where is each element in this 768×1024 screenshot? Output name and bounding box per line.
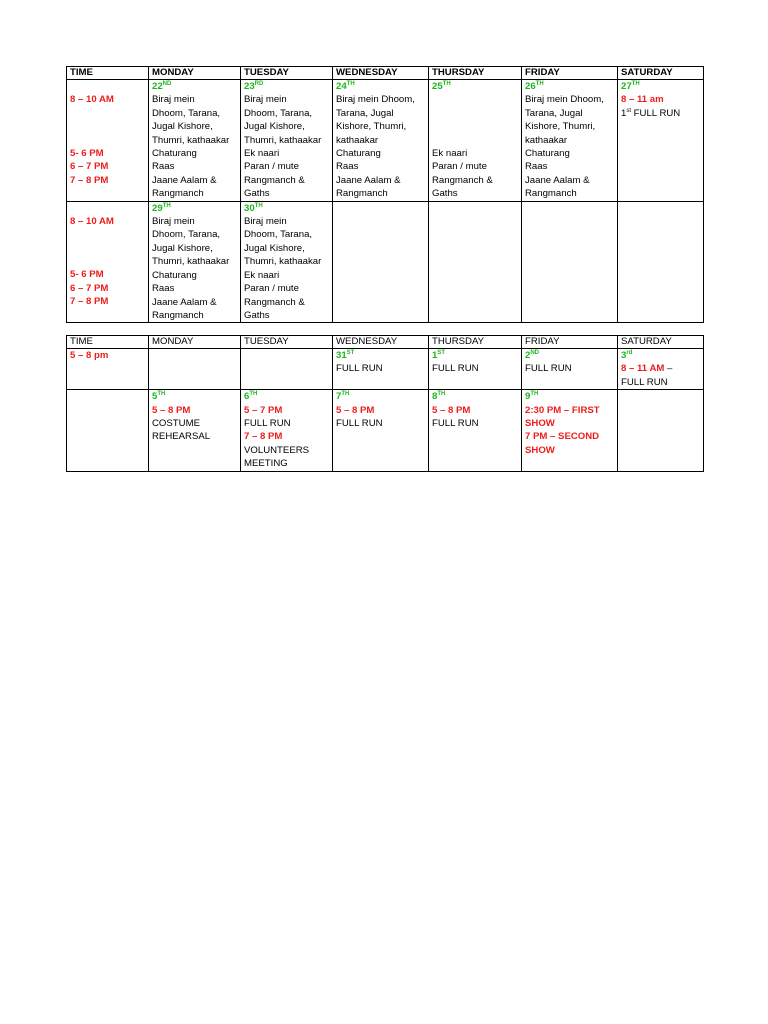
- time-cell: [67, 390, 149, 471]
- date-label: 26TH: [525, 80, 544, 92]
- activity-line: Raas: [525, 161, 548, 173]
- activity-line: Rangmanch &: [432, 174, 493, 186]
- activity-line: Biraj mein: [152, 216, 195, 228]
- day-cell-friday: [522, 201, 618, 323]
- day-cell-saturday: [618, 349, 704, 390]
- activity-line: Biraj mein: [244, 94, 287, 106]
- show-time: 2:30 PM – FIRST: [525, 404, 600, 416]
- day-cell-tuesday: [241, 201, 333, 323]
- activity-line: Biraj mein Dhoom,: [336, 94, 415, 106]
- week-row: [67, 390, 704, 471]
- rehearsal-schedule-table-1: [66, 66, 704, 323]
- activity-line: kathaakar: [525, 134, 568, 146]
- day-cell-monday: [149, 201, 241, 323]
- day-cell-monday: [149, 349, 241, 390]
- activity-line: kathaakar: [336, 134, 379, 146]
- rehearsal-schedule-table-2: [66, 335, 704, 472]
- activity-line: FULL RUN: [336, 363, 383, 375]
- activity-line: Dhoom, Tarana,: [244, 229, 313, 241]
- activity-line: Jugal Kishore,: [244, 121, 305, 133]
- activity-line: Paran / mute: [244, 283, 299, 295]
- header-thursday: THURSDAY: [429, 336, 522, 349]
- activity-line: Dhoom, Tarana,: [152, 229, 221, 241]
- activity-line: Rangmanch &: [244, 296, 305, 308]
- time-slot: 5 – 8 PM: [432, 404, 471, 416]
- time-slot: 8 – 10 AM: [70, 216, 114, 228]
- activity-line: COSTUME: [152, 418, 200, 430]
- time-slot: 6 – 7 PM: [70, 161, 109, 173]
- activity-line: Paran / mute: [432, 161, 487, 173]
- header-saturday: SATURDAY: [618, 336, 704, 349]
- date-label: 31ST: [336, 349, 355, 361]
- time-slot: 8 – 11 am: [621, 94, 664, 106]
- activity-line: Jaane Aalam &: [336, 174, 401, 186]
- activity-line: Biraj mein: [244, 216, 287, 228]
- day-cell-thursday: [429, 390, 522, 471]
- date-label: 3rd: [621, 349, 633, 361]
- header-saturday: SATURDAY: [618, 67, 704, 80]
- activity-line: Thumri, kathaakar: [152, 256, 230, 268]
- activity-line: Raas: [152, 283, 175, 295]
- day-cell-saturday: [618, 390, 704, 471]
- activity-line: Ek naari: [244, 148, 280, 160]
- header-thursday: THURSDAY: [429, 67, 522, 80]
- date-label: 30TH: [244, 202, 263, 214]
- activity-line: Chaturang: [152, 269, 197, 281]
- date-label: 2ND: [525, 349, 540, 361]
- header-tuesday: TUESDAY: [241, 67, 333, 80]
- header-tuesday: TUESDAY: [241, 336, 333, 349]
- time-slot: 7 – 8 PM: [244, 431, 283, 443]
- week-row: [67, 349, 704, 390]
- activity-line: Thumri, kathaakar: [152, 134, 230, 146]
- day-cell-tuesday: [241, 80, 333, 202]
- show-label: SHOW: [525, 444, 555, 456]
- week-row: [67, 80, 704, 202]
- time-slot: 8 – 10 AM: [70, 94, 114, 106]
- time-cell: [67, 201, 149, 323]
- time-slot: 5 – 8 PM: [152, 404, 191, 416]
- activity-line: 1st FULL RUN: [621, 107, 681, 119]
- activity-line: REHEARSAL: [152, 431, 211, 443]
- activity-line: MEETING: [244, 458, 288, 470]
- activity-line: FULL RUN: [432, 363, 479, 375]
- date-label: 7TH: [336, 391, 350, 403]
- activity-line: Jugal Kishore,: [152, 121, 213, 133]
- header-wednesday: WEDNESDAY: [333, 336, 429, 349]
- activity-line: Biraj mein: [152, 94, 195, 106]
- activity-line: Paran / mute: [244, 161, 299, 173]
- activity-line: VOLUNTEERS: [244, 444, 310, 456]
- show-label: SHOW: [525, 418, 555, 430]
- activity-line: Rangmanch: [525, 188, 577, 200]
- day-cell-tuesday: [241, 390, 333, 471]
- activity-line: Jaane Aalam &: [525, 174, 590, 186]
- header-time: TIME: [67, 336, 149, 349]
- date-label: 5TH: [152, 391, 166, 403]
- date-label: 8TH: [432, 391, 446, 403]
- activity-line: Rangmanch: [152, 188, 204, 200]
- day-cell-monday: [149, 80, 241, 202]
- day-cell-friday: [522, 390, 618, 471]
- time-slot: 7 – 8 PM: [70, 296, 109, 308]
- header-monday: MONDAY: [149, 336, 241, 349]
- activity-line: Chaturang: [525, 148, 570, 160]
- activity-line: Kishore, Thumri,: [525, 121, 596, 133]
- date-label: 27TH: [621, 80, 640, 92]
- time-slot: 5- 6 PM: [70, 269, 104, 281]
- date-label: 1ST: [432, 349, 446, 361]
- day-cell-thursday: [429, 80, 522, 202]
- date-label: 9TH: [525, 391, 539, 403]
- activity-line: Chaturang: [336, 148, 381, 160]
- activity-line: Jaane Aalam &: [152, 174, 217, 186]
- time-slot: 5 – 7 PM: [244, 404, 283, 416]
- show-time: 7 PM – SECOND: [525, 431, 600, 443]
- activity-line: Gaths: [432, 188, 458, 200]
- time-cell: [67, 80, 149, 202]
- activity-line: FULL RUN: [621, 376, 668, 388]
- header-monday: MONDAY: [149, 67, 241, 80]
- day-cell-saturday: [618, 80, 704, 202]
- header-row: [67, 336, 704, 349]
- header-row: [67, 67, 704, 80]
- activity-line: Tarana, Jugal: [336, 107, 394, 119]
- activity-line: Dhoom, Tarana,: [244, 107, 313, 119]
- header-wednesday: WEDNESDAY: [333, 67, 429, 80]
- activity-line: Thumri, kathaakar: [244, 256, 322, 268]
- day-cell-thursday: [429, 349, 522, 390]
- day-cell-friday: [522, 80, 618, 202]
- header-time: TIME: [67, 67, 149, 80]
- activity-line: Rangmanch: [152, 309, 204, 321]
- activity-line: Gaths: [244, 309, 270, 321]
- activity-line: Thumri, kathaakar: [244, 134, 322, 146]
- date-label: 23RD: [244, 80, 264, 92]
- activity-line: Raas: [336, 161, 359, 173]
- day-cell-wednesday: [333, 349, 429, 390]
- header-friday: FRIDAY: [522, 336, 618, 349]
- day-cell-saturday: [618, 201, 704, 323]
- activity-line: Raas: [152, 161, 175, 173]
- date-label: 22ND: [152, 80, 172, 92]
- date-label: 24TH: [336, 80, 355, 92]
- date-label: 25TH: [432, 80, 451, 92]
- day-cell-wednesday: [333, 201, 429, 323]
- activity-line: FULL RUN: [432, 418, 479, 430]
- activity-line: Rangmanch: [336, 188, 388, 200]
- time-cell: [67, 349, 149, 390]
- activity-line: Dhoom, Tarana,: [152, 107, 221, 119]
- day-cell-wednesday: [333, 390, 429, 471]
- day-cell-wednesday: [333, 80, 429, 202]
- activity-line: Tarana, Jugal: [525, 107, 583, 119]
- date-label: 29TH: [152, 202, 171, 214]
- activity-line: FULL RUN: [244, 418, 291, 430]
- time-slot: 7 – 8 PM: [70, 174, 109, 186]
- activity-line: Jugal Kishore,: [152, 242, 213, 254]
- activity-line: FULL RUN: [525, 363, 572, 375]
- time-slot: 6 – 7 PM: [70, 282, 109, 294]
- day-cell-thursday: [429, 201, 522, 323]
- activity-line: Ek naari: [432, 147, 468, 159]
- activity-line: Jaane Aalam &: [152, 296, 217, 308]
- activity-line: Gaths: [244, 188, 270, 200]
- week-row: [67, 201, 704, 323]
- time-slot: 5 – 8 pm: [70, 350, 109, 361]
- date-label: 6TH: [244, 391, 258, 403]
- activity-line: Rangmanch &: [244, 174, 305, 186]
- time-slot: 5- 6 PM: [70, 147, 104, 159]
- day-cell-tuesday: [241, 349, 333, 390]
- activity-line: Kishore, Thumri,: [336, 121, 407, 133]
- day-cell-monday: [149, 390, 241, 471]
- time-slot: 8 – 11 AM –: [621, 363, 673, 375]
- activity-line: Biraj mein Dhoom,: [525, 94, 604, 106]
- header-friday: FRIDAY: [522, 67, 618, 80]
- activity-line: Jugal Kishore,: [244, 242, 305, 254]
- time-slot: 5 – 8 PM: [336, 404, 375, 416]
- activity-line: Ek naari: [244, 269, 280, 281]
- activity-line: Chaturang: [152, 148, 197, 160]
- activity-line: FULL RUN: [336, 418, 383, 430]
- day-cell-friday: [522, 349, 618, 390]
